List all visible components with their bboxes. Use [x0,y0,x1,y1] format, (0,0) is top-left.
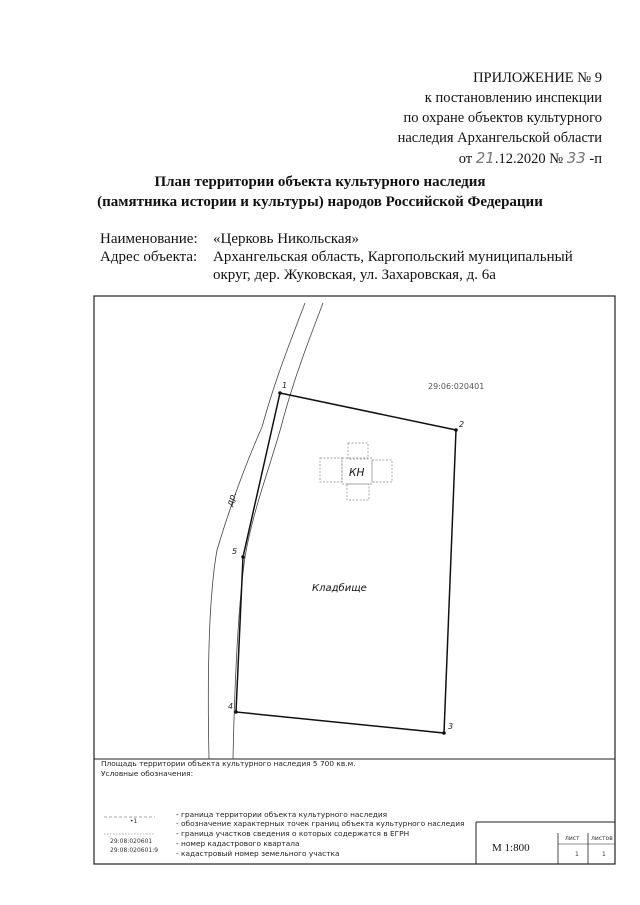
legend-item: - номер кадастрового квартала [176,839,300,848]
point-label-3: 3 [448,722,454,731]
date-prefix: от [458,151,473,167]
annex-line: по охране объектов культурного [403,110,602,126]
legend-title: Условные обозначения: [101,769,194,778]
annex-header [398,68,602,169]
road-edge-left [208,303,305,759]
name-value: «Церковь Никольская» [213,231,359,247]
annex-line: наследия Архангельской области [397,130,602,146]
object-label: КН [349,467,365,479]
plan-frame [94,296,615,864]
boundary-point-3 [442,731,446,735]
sheet-value: 1 [575,851,579,858]
legend-item: - кадастровый номер земельного участка [176,849,340,858]
handwritten-day: 21 [475,149,495,167]
document-title [0,172,640,212]
title-line-2: (памятника истории и культуры) народов Российской Федерации [97,194,543,210]
annex-title: ПРИЛОЖЕНИЕ № 9 [473,70,602,86]
scale-label: М 1:800 [492,842,530,854]
legend-item: - граница участков сведения о которых содержатся в ЕГРН [176,829,410,838]
legend-item: - граница территории объекта культурного наследия [176,810,388,819]
sheets-value: 1 [602,851,606,858]
legend-symbol-point: •1 [130,818,138,825]
legend-item: - обозначение характерных точек границ объекта культурного наследия [176,819,465,828]
territory-boundary [236,393,456,733]
territory-plan [93,295,616,865]
area-text: Площадь территории объекта культурного наследия 5 700 кв.м. [101,759,356,768]
title-line-1: План территории объекта культурного наследия [154,174,486,190]
point-label-1: 1 [282,381,288,390]
boundary-point-1 [278,391,282,395]
handwritten-number: 33 [566,149,586,167]
address-label: Адрес объекта: [100,249,198,265]
address-line-2: округ, дер. Жуковская, ул. Захаровская, д. 6а [213,267,496,283]
point-label-5: 5 [232,547,238,556]
name-label: Наименование: [100,231,198,247]
cadastral-quarter-label: 29:06:020401 [428,382,485,391]
boundary-point-4 [234,710,238,714]
legend-symbol-quarter: 29:08:020601 [110,838,153,845]
sheet-label: лист [565,835,580,842]
annex-date-line [398,148,602,169]
address-line-1: Архангельская область, Каргопольский муниципальный [213,249,573,265]
boundary-point-5 [241,555,245,559]
boundary-point-2 [454,428,458,432]
annex-line: к постановлению инспекции [424,90,602,106]
date-rest: .12.2020 № [494,151,564,167]
number-suffix: -п [589,151,602,167]
road-edge-right [233,303,323,759]
area-label: Кладбище [312,583,367,594]
legend-symbol-parcel-number: 29:08:020601:9 [110,847,159,854]
sheets-label: листов [591,835,613,842]
road-label: др. [225,490,240,508]
point-label-4: 4 [228,702,234,711]
point-label-2: 2 [459,420,465,429]
